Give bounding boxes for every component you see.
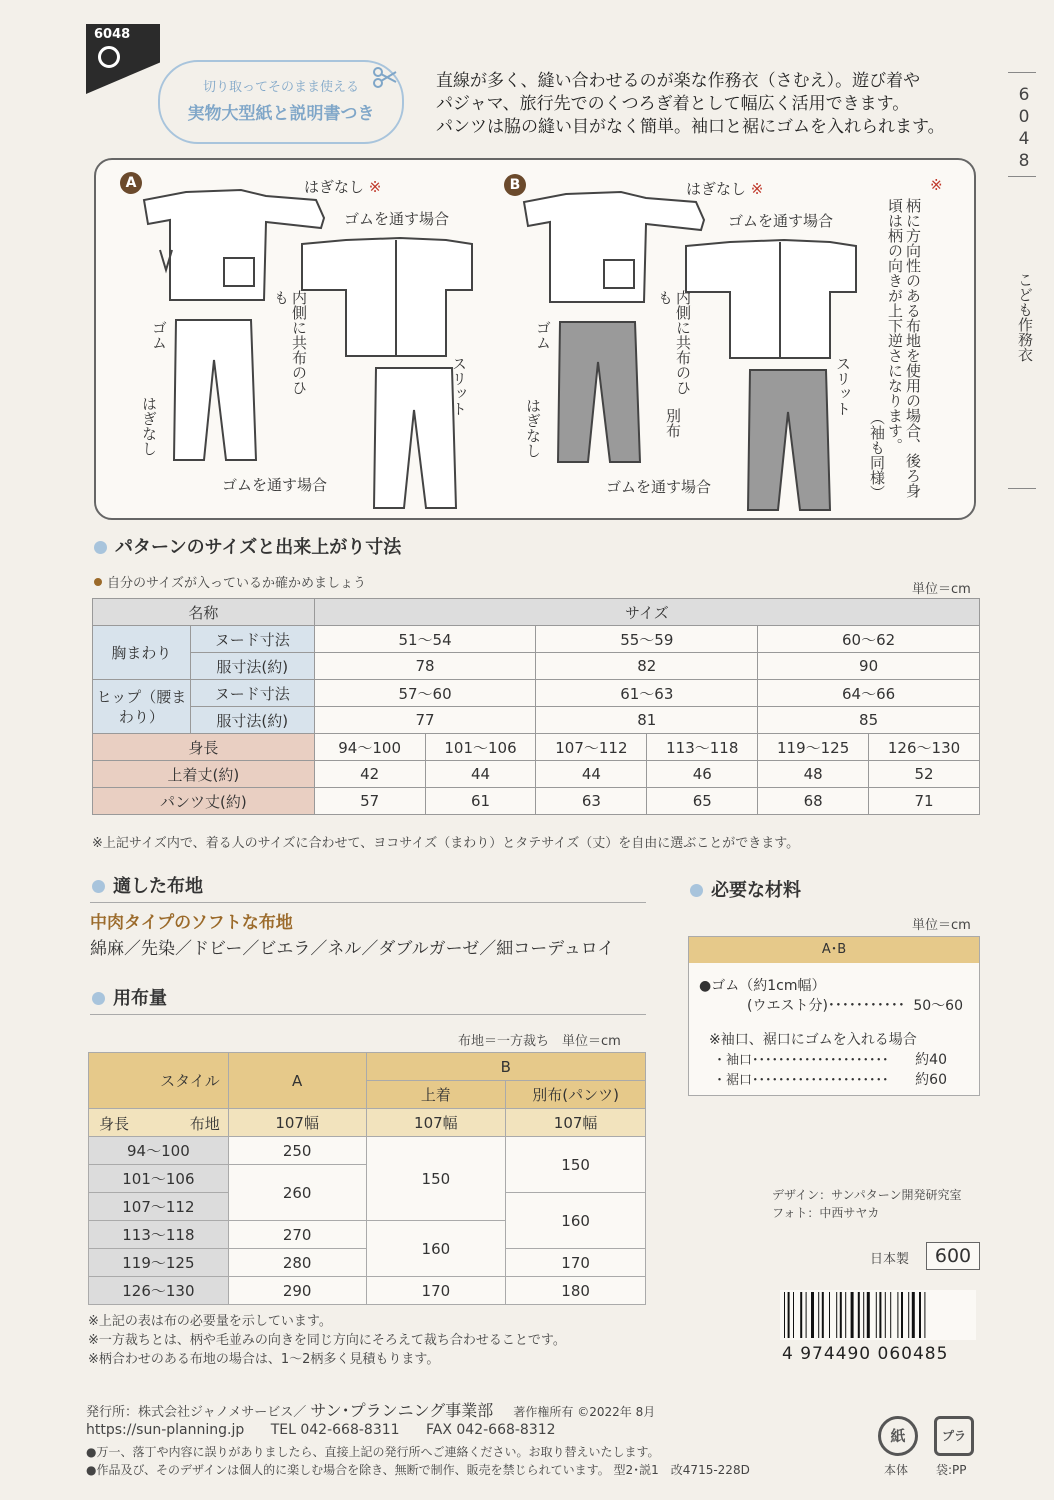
- divider: [90, 902, 646, 903]
- b-jacket-header: 上着: [366, 1081, 506, 1109]
- b-elastic-note: ゴムを通す場合: [728, 212, 834, 230]
- garment-label: 服寸法(約): [190, 707, 314, 734]
- a-gomu-note: ゴム: [150, 320, 168, 350]
- fabric-amount-table: [88, 1052, 646, 1305]
- barcode-bar: [876, 1292, 877, 1338]
- row-height: 126〜130: [89, 1277, 229, 1305]
- suso-value: 約60: [915, 1072, 947, 1088]
- height-label: 身長: [93, 734, 315, 761]
- barcode-bar: [793, 1292, 794, 1338]
- table-cell: 170: [506, 1249, 646, 1277]
- price-box: 600: [926, 1242, 980, 1270]
- publisher-name: 発行所：株式会社ジャノメサービス／: [86, 1405, 307, 1420]
- amount-notes: [88, 1312, 566, 1369]
- barcode-bar: [924, 1292, 925, 1338]
- table-cell: 48: [758, 761, 869, 788]
- pattern-direction-note: 柄に方向性のある布地を使用の場合、後ろ身頃は柄の向きが上下逆さになります。: [886, 198, 922, 498]
- publisher-line: [86, 1398, 655, 1421]
- style-header: スタイル: [89, 1053, 229, 1109]
- barcode-bar: [912, 1292, 915, 1338]
- table-cell: 51〜54: [314, 626, 536, 653]
- photo-credit: フォト：中西サヤカ: [772, 1206, 880, 1220]
- table-cell: 65: [647, 788, 758, 815]
- size-section-title: パターンのサイズと出来上がり寸法: [94, 533, 401, 559]
- badge-line2: 実物大型紙と説明書つき: [187, 104, 375, 124]
- row-height: 107〜112: [89, 1193, 229, 1221]
- fabric-headline: 中肉タイプのソフトな布地: [90, 913, 293, 933]
- pattern-badge: [158, 60, 404, 144]
- row-height: 113〜118: [89, 1221, 229, 1249]
- barcode-bar: [788, 1292, 790, 1338]
- barcode-bar: [836, 1292, 837, 1338]
- sode-value: 約40: [915, 1052, 947, 1068]
- pattern-note-mark: ※: [930, 176, 943, 194]
- barcode-graphic: [780, 1290, 976, 1340]
- table-cell: 63: [536, 788, 647, 815]
- row-height: 94〜100: [89, 1137, 229, 1165]
- made-in: 日本製: [870, 1252, 910, 1267]
- barcode-bar: [822, 1292, 824, 1338]
- width-cell: 107幅: [506, 1109, 646, 1137]
- col-a-header: A: [228, 1053, 366, 1109]
- side-divider: [1008, 176, 1036, 177]
- intro-text: [436, 70, 986, 139]
- gomu-value: 50〜60: [913, 998, 963, 1014]
- barcode-bar: [840, 1292, 842, 1338]
- side-divider: [1008, 488, 1036, 489]
- scissors-icon: [372, 66, 398, 88]
- table-cell: 94〜100: [314, 734, 425, 761]
- plastic-icon-label: 袋:PP: [936, 1463, 967, 1477]
- materials-unit: 単位＝cm: [912, 918, 971, 933]
- table-cell: 126〜130: [869, 734, 980, 761]
- table-cell: 57〜60: [314, 680, 536, 707]
- row-height: 101〜106: [89, 1165, 229, 1193]
- table-cell: 77: [314, 707, 536, 734]
- legal-note: ●作品及び、そのデザインは個人的に楽しむ場合を除き、無断で制作、販売を禁じられています。 型2･説1 改4715-228D: [86, 1463, 750, 1477]
- table-cell: 160: [506, 1193, 646, 1249]
- side-divider: [1008, 72, 1036, 73]
- a-slit-note: スリット: [450, 356, 468, 416]
- table-cell: 150: [506, 1137, 646, 1193]
- b-inner-tie-note: 内側に共布のひも: [656, 290, 692, 395]
- design-credit: デザイン：サンパターン開発研究室: [772, 1188, 962, 1202]
- table-cell: 60〜62: [758, 626, 980, 653]
- table-cell: 44: [536, 761, 647, 788]
- divider: [90, 1014, 646, 1015]
- side-code: 6 0 4 8: [1018, 85, 1030, 171]
- table-cell: 68: [758, 788, 869, 815]
- fabric-header: 布地: [189, 1115, 220, 1133]
- contact-line: [86, 1422, 556, 1438]
- barcode-bar: [901, 1292, 903, 1338]
- barcode-bar: [897, 1292, 898, 1338]
- size-table: [92, 598, 980, 815]
- style-b-label: B: [504, 174, 526, 196]
- table-cell: 78: [314, 653, 536, 680]
- barcode-number: 4 974490 060485: [782, 1344, 949, 1364]
- intro-line3: パンツは脇の縫い目がなく簡単。袖口と裾にゴムを入れられます。: [436, 117, 945, 137]
- barcode-bar: [829, 1292, 830, 1338]
- b-gomu-note: ゴム: [534, 320, 552, 350]
- width-cell: 107幅: [366, 1109, 506, 1137]
- table-cell: 82: [536, 653, 758, 680]
- publisher-fax: FAX 042-668-8312: [426, 1422, 556, 1438]
- b-elastic-cuff-note: ゴムを通す場合: [606, 478, 712, 496]
- paper-recycle-icon: 紙: [878, 1416, 918, 1456]
- table-cell: 90: [758, 653, 980, 680]
- barcode-bar: [845, 1292, 846, 1338]
- materials-section-title: 必要な材料: [690, 876, 801, 902]
- b-alt-header: 別布(パンツ): [506, 1081, 646, 1109]
- copyright: 著作権所有 ©2022年 8月: [513, 1405, 656, 1419]
- table-cell: 71: [869, 788, 980, 815]
- table-cell: 85: [758, 707, 980, 734]
- table-cell: 119〜125: [758, 734, 869, 761]
- col-name: 名称: [93, 599, 315, 626]
- gomu-line1: ●ゴム（約1cm幅）: [699, 978, 826, 994]
- size-unit: 単位＝cm: [912, 582, 971, 597]
- table-cell: 150: [366, 1137, 506, 1221]
- table-cell: 113〜118: [647, 734, 758, 761]
- barcode-bar: [890, 1292, 891, 1338]
- paper-icon-label: 本体: [884, 1463, 909, 1477]
- width-cell: 107幅: [228, 1109, 366, 1137]
- fabric-section-title: 適した布地: [92, 872, 203, 898]
- row-height: 119〜125: [89, 1249, 229, 1277]
- amount-unit: 布地＝一方裁ち 単位＝cm: [458, 1034, 621, 1049]
- barcode-bar: [885, 1292, 886, 1338]
- materials-header: A･B: [689, 937, 979, 963]
- table-cell: 250: [228, 1137, 366, 1165]
- table-cell: 46: [647, 761, 758, 788]
- table-cell: 290: [228, 1277, 366, 1305]
- barcode-bar: [867, 1292, 870, 1338]
- pattern-code: 6048: [94, 27, 131, 42]
- table-cell: 160: [366, 1221, 506, 1277]
- barcode-bar: [800, 1292, 802, 1338]
- barcode-bar: [806, 1292, 807, 1338]
- nude-label: ヌード寸法: [190, 680, 314, 707]
- amount-section-title: 用布量: [92, 984, 167, 1010]
- table-cell: 55〜59: [536, 626, 758, 653]
- b-betsu-note: 別布: [664, 408, 682, 438]
- pattern-direction-subnote: （袖も同様）: [868, 410, 886, 500]
- barcode-bar: [879, 1292, 881, 1338]
- legal-note: ●万一、落丁や内容に誤りがありましたら、直接上記の発行所へご連絡ください。お取り替えいたします。: [86, 1445, 660, 1459]
- table-cell: 260: [228, 1165, 366, 1221]
- table-cell: 101〜106: [425, 734, 536, 761]
- barcode-bar: [851, 1292, 854, 1338]
- intro-line1: 直線が多く、縫い合わせるのが楽な作務衣（さむえ）。遊び着や: [436, 71, 921, 91]
- fabric-list: 綿麻／先染／ドビー／ビエラ／ネル／ダブルガーゼ／細コーデュロイ: [90, 939, 615, 959]
- nude-label: ヌード寸法: [190, 626, 314, 653]
- table-cell: 180: [506, 1277, 646, 1305]
- table-cell: 57: [314, 788, 425, 815]
- size-footnote: ※上記サイズ内で、着る人のサイズに合わせて、ヨコサイズ（まわり）とタテサイズ（丈）を自由に選ぶことができます。: [92, 836, 800, 851]
- style-a-label: A: [120, 172, 142, 194]
- b-slit-note: スリット: [834, 356, 852, 416]
- table-cell: 280: [228, 1249, 366, 1277]
- pants-length-label: パンツ丈(約): [93, 788, 315, 815]
- table-cell: 61: [425, 788, 536, 815]
- col-size: サイズ: [314, 599, 979, 626]
- legal-notes: [86, 1443, 750, 1479]
- credits: [772, 1186, 961, 1222]
- barcode-bar: [818, 1292, 819, 1338]
- table-cell: 64〜66: [758, 680, 980, 707]
- barcode-bar: [784, 1292, 785, 1338]
- table-cell: 270: [228, 1221, 366, 1249]
- publisher-tel: TEL 042-668-8311: [270, 1422, 400, 1438]
- gomu-line2: (ウエスト分)･･･････････: [747, 998, 905, 1014]
- intro-line2: パジャマ、旅行先でのくつろぎ着として幅広く活用できます。: [436, 94, 910, 114]
- sode-line: ・袖口･････････････････････: [713, 1053, 889, 1068]
- chest-label: 胸まわり: [93, 626, 191, 680]
- publisher-brand: サン･プランニング事業部: [310, 1401, 494, 1420]
- plastic-recycle-icon: プラ: [934, 1416, 974, 1456]
- elastic-case-note: ※袖口、裾口にゴムを入れる場合: [709, 1032, 917, 1048]
- c-logo-icon: [98, 46, 120, 68]
- suso-line: ・裾口･････････････････････: [713, 1073, 889, 1088]
- a-elastic-note: ゴムを通す場合: [344, 210, 450, 228]
- table-cell: 107〜112: [536, 734, 647, 761]
- barcode-bar: [811, 1292, 814, 1338]
- height-header: 身長: [99, 1115, 130, 1133]
- table-cell: 61〜63: [536, 680, 758, 707]
- a-hagi-note: はぎなし: [140, 396, 158, 456]
- table-cell: 42: [314, 761, 425, 788]
- a-inner-tie-note: 内側に共布のひも: [272, 290, 308, 395]
- barcode-bar: [858, 1292, 860, 1338]
- materials-box: [688, 936, 980, 1096]
- barcode-bar: [863, 1292, 864, 1338]
- illustration-panel: [94, 158, 976, 520]
- publisher-url[interactable]: https://sun-planning.jp: [86, 1422, 245, 1438]
- height-fabric-header: [89, 1109, 229, 1137]
- barcode-bar: [908, 1292, 909, 1338]
- a-no-seam-note: はぎなし ※: [304, 178, 382, 196]
- amount-note: ※上記の表は布の必要量を示しています。: [88, 1314, 332, 1329]
- table-cell: 44: [425, 761, 536, 788]
- b-hagi-note: はぎなし: [524, 398, 542, 458]
- table-cell: 52: [869, 761, 980, 788]
- garment-label: 服寸法(約): [190, 653, 314, 680]
- size-subtitle: 自分のサイズが入っているか確かめましょう: [94, 572, 366, 591]
- amount-note: ※一方裁ちとは、柄や毛並みの向きを同じ方向にそろえて裁ち合わせることです。: [88, 1333, 566, 1348]
- b-no-seam-note: はぎなし ※: [686, 180, 764, 198]
- col-b-header: B: [366, 1053, 646, 1081]
- table-cell: 81: [536, 707, 758, 734]
- badge-line1: 切り取ってそのまま使える: [202, 80, 359, 95]
- hip-label: ヒップ（腰まわり）: [93, 680, 191, 734]
- table-cell: 170: [366, 1277, 506, 1305]
- amount-note: ※柄合わせのある布地の場合は、1〜2柄多く見積もります。: [88, 1352, 440, 1367]
- jacket-length-label: 上着丈(約): [93, 761, 315, 788]
- a-elastic-cuff-note: ゴムを通す場合: [222, 476, 328, 494]
- barcode-bar: [919, 1292, 921, 1338]
- side-title: こども作務衣: [1016, 272, 1034, 362]
